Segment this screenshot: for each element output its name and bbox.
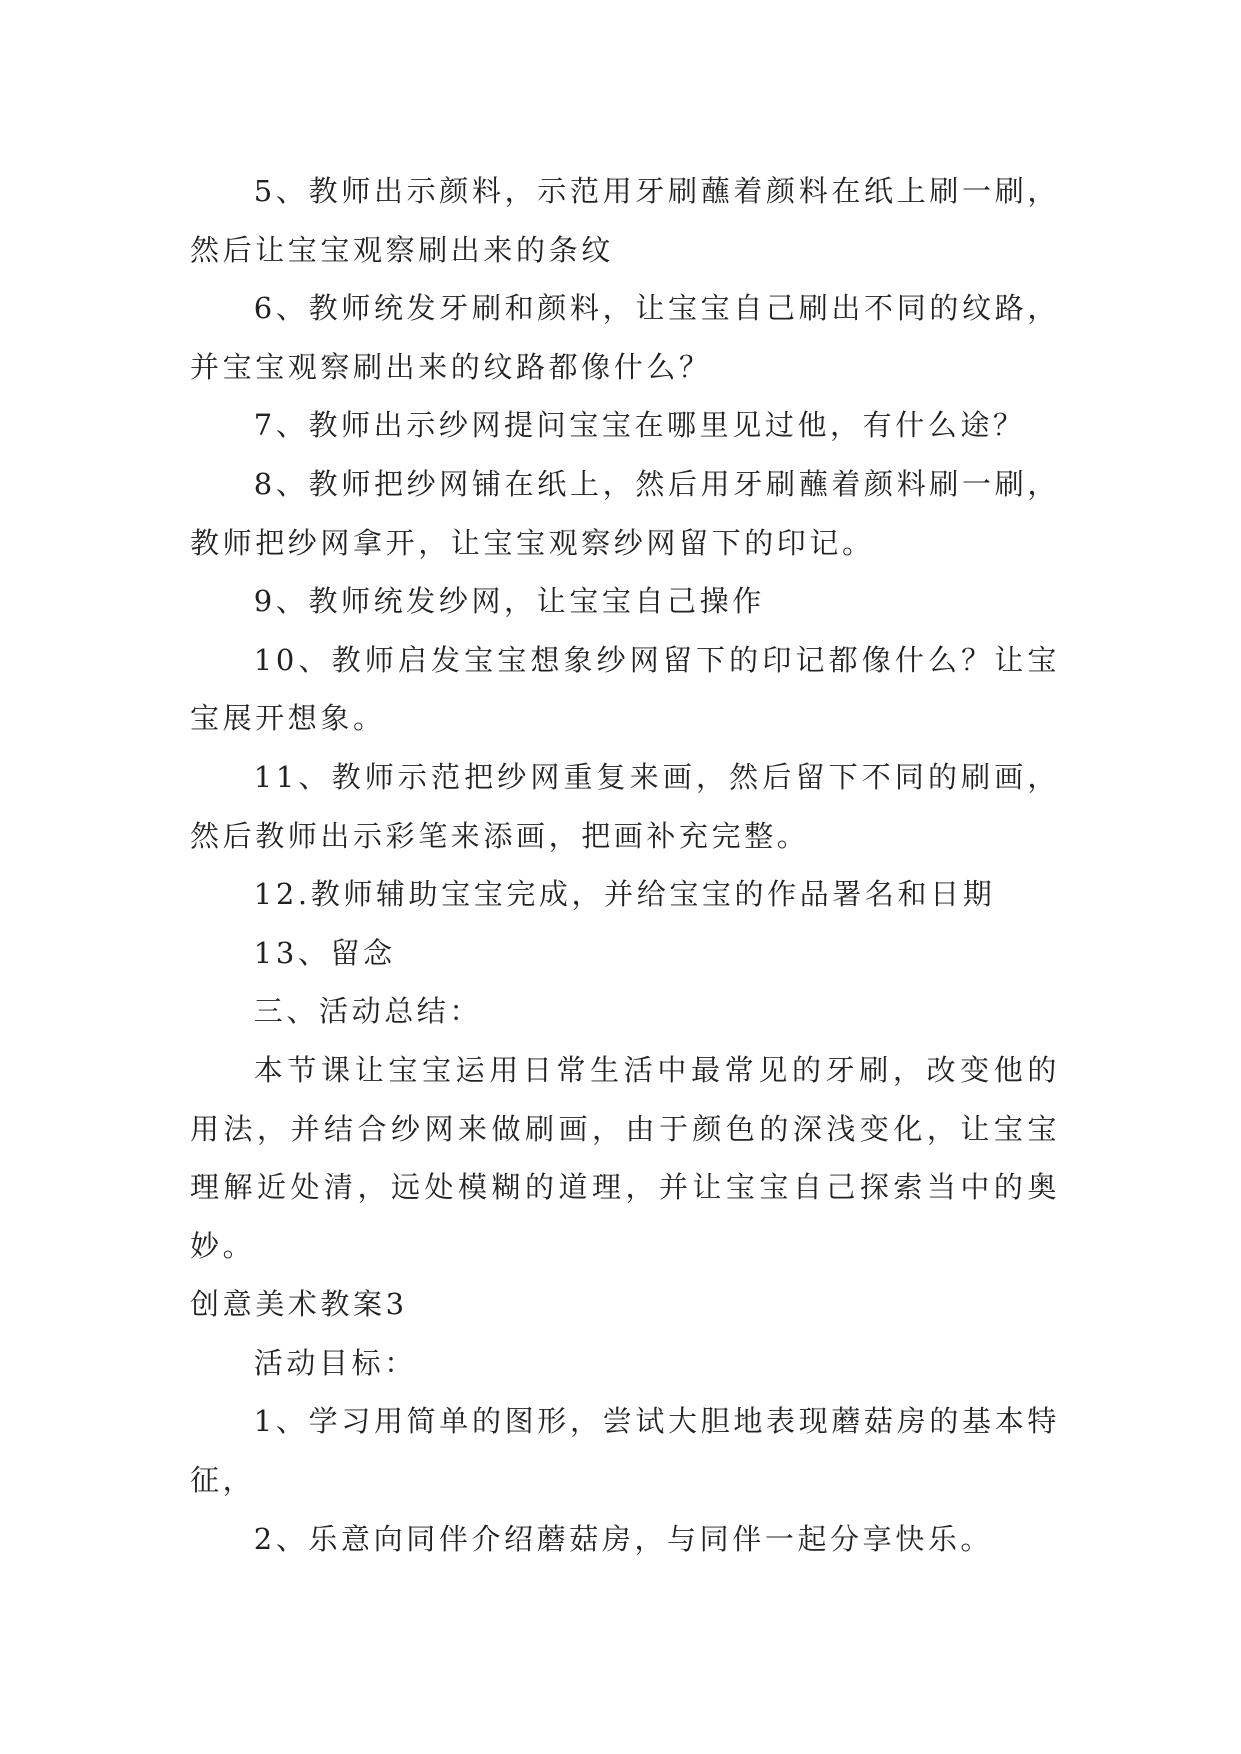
- paragraph-step-11: 11、教师示范把纱网重复来画，然后留下不同的刷画，然后教师出示彩笔来添画，把画补充完整。: [190, 759, 1060, 853]
- paragraph-goal-1: 1、学习用简单的图形，尝试大胆地表现蘑菇房的基本特征，: [190, 1404, 1060, 1498]
- paragraph-step-13: 13、留念: [253, 935, 396, 970]
- paragraph-step-5: 5、教师出示颜料，示范用牙刷蘸着颜料在纸上刷一刷，然后让宝宝观察刷出来的条纹: [190, 174, 1060, 267]
- paragraph-step-6: 6、教师统发牙刷和颜料，让宝宝自己刷出不同的纹路，并宝宝观察刷出来的纹路都像什么？: [190, 291, 1060, 384]
- paragraph-summary-heading: 三、活动总结：: [253, 994, 482, 1029]
- paragraph-summary-text: 本节课让宝宝运用日常生活中最常见的牙刷，改变他的用法，并结合纱网来做刷画，由于颜色的深浅变化，让宝宝理解近处清，远处模糊的道理，并让宝宝自己探索当中的奥妙。: [190, 1052, 1060, 1263]
- paragraph-step-10: 10、教师启发宝宝想象纱网留下的印记都像什么？让宝宝展开想象。: [190, 642, 1060, 736]
- paragraph-goal-2: 2、乐意向同伴介绍蘑菇房，与同伴一起分享快乐。: [253, 1521, 994, 1556]
- paragraph-step-12: 12.教师辅助宝宝完成，并给宝宝的作品署名和日期: [253, 877, 996, 912]
- section-title: 创意美术教案3: [190, 1287, 408, 1322]
- paragraph-goals-heading: 活动目标：: [253, 1345, 417, 1380]
- document-body: [190, 162, 1060, 1568]
- paragraph-step-7: 7、教师出示纱网提问宝宝在哪里见过他，有什么途？: [253, 408, 1026, 443]
- paragraph-step-9: 9、教师统发纱网，让宝宝自己操作: [253, 584, 765, 619]
- paragraph-step-8: 8、教师把纱网铺在纸上，然后用牙刷蘸着颜料刷一刷，教师把纱网拿开，让宝宝观察纱网留下的印记。: [190, 466, 1060, 560]
